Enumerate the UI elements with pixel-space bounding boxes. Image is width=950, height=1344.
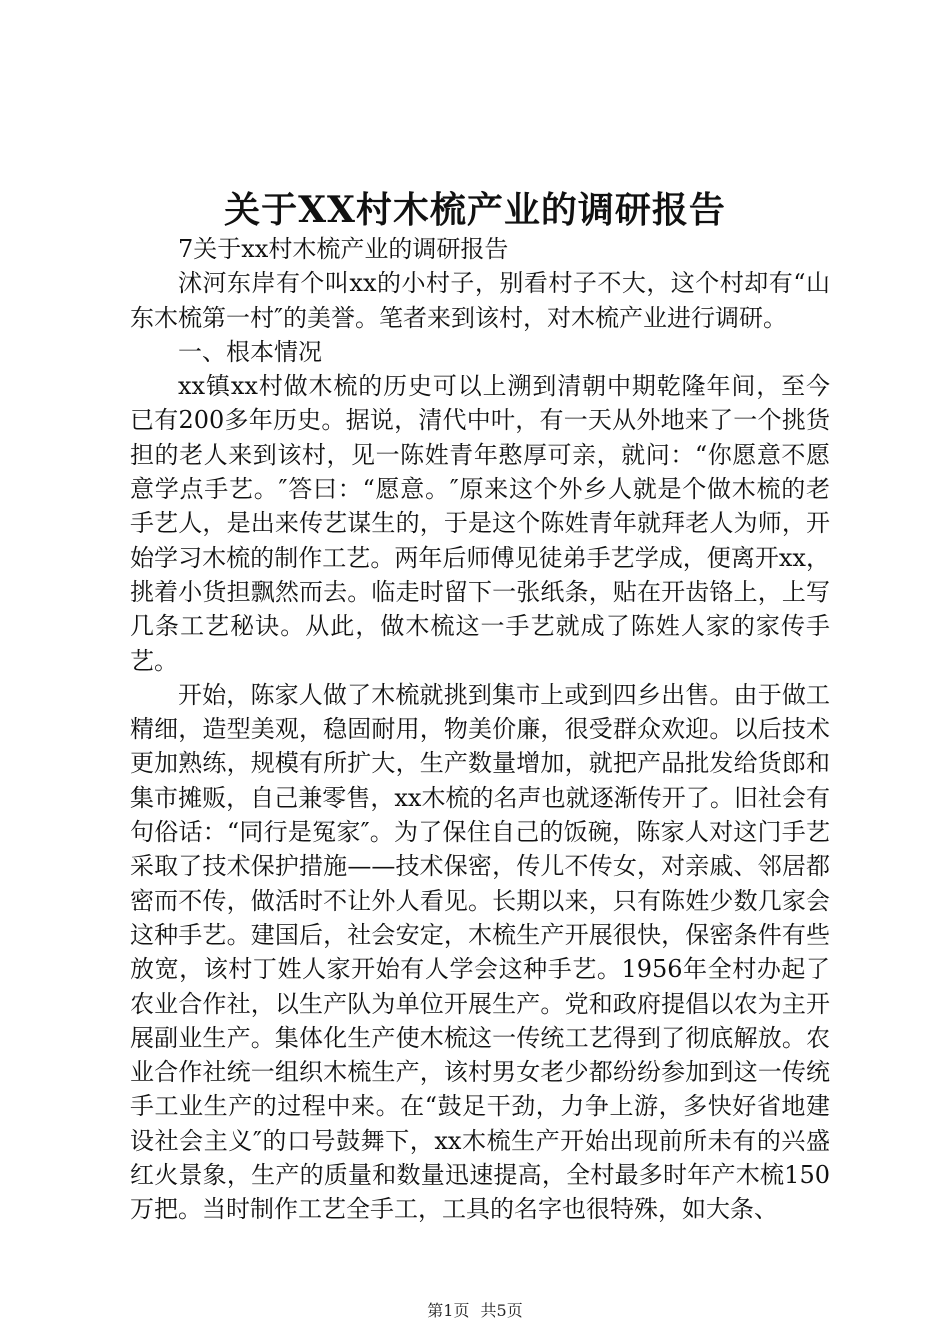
document-title: 关于XX村木梳产业的调研报告 <box>224 189 726 231</box>
section-heading: 一、根本情况 <box>178 337 322 366</box>
intro-paragraph: 沭河东岸有个叫xx的小村子，别看村子不大，这个村却有“山东木梳第一村″的美誉。笔者来到该村，对木梳产业进行调研。 <box>130 269 830 332</box>
page-total: 共5页 <box>480 1301 523 1320</box>
page-footer <box>0 1298 950 1321</box>
document-body <box>130 232 830 1227</box>
development-paragraph: 开始，陈家人做了木梳就挑到集市上或到四乡出售。由于做工精细，造型美观，稳固耐用，物美价廉，很受群众欢迎。以后技术更加熟练，规模有所扩大，生产数量增加，就把产品批发给货郎和集市摊贩，自己兼零售，xx木梳的名声也就逐渐传开了。旧社会有句俗话：“同行是冤家″。为了保住自己的饭碗，陈家人对这门手艺采取了技术保护措施——技术保密，传儿不传女，对亲戚、邻居都密而不传，做活时不让外人看见。长期以来，只有陈姓少数几家会这种手艺。建国后，社会安定，木梳生产开展很快，保密条件有些放宽，该村丁姓人家开始有人学会这种手艺。1956年全村办起了农业合作社，以生产队为单位开展生产。党和政府提倡以农为主开展副业生产。集体化生产使木梳这一传统工艺得到了彻底解放。农业合作社统一组织木梳生产，该村男女老少都纷纷参加到这一传统手工业生产的过程中来。在“鼓足干劲，力争上游，多快好省地建设社会主义″的口号鼓舞下，xx木梳生产开始出现前所未有的兴盛红火景象，生产的质量和数量迅速提高，全村最多时年产木梳150万把。当时制作工艺全手工，工具的名字也很特殊，如大条、 <box>130 680 830 1224</box>
history-paragraph: xx镇xx村做木梳的历史可以上溯到清朝中期乾隆年间，至今已有200多年历史。据说，清代中叶，有一天从外地来了一个挑货担的老人来到该村，见一陈姓青年憨厚可亲，就问：“你愿意不愿意学点手艺。″答曰：“愿意。″原来这个外乡人就是个做木梳的老手艺人，是出来传艺谋生的，于是这个陈姓青年就拜老人为师，开始学习木梳的制作工艺。两年后师傅见徒弟手艺学成，便离开xx，挑着小货担飘然而去。临走时留下一张纸条，贴在开齿铬上，上写几条工艺秘诀。从此，做木梳这一手艺就成了陈姓人家的家传手艺。 <box>130 372 830 675</box>
page-number: 第1页 <box>427 1301 470 1320</box>
subtitle-paragraph: 7关于xx村木梳产业的调研报告 <box>178 235 509 263</box>
